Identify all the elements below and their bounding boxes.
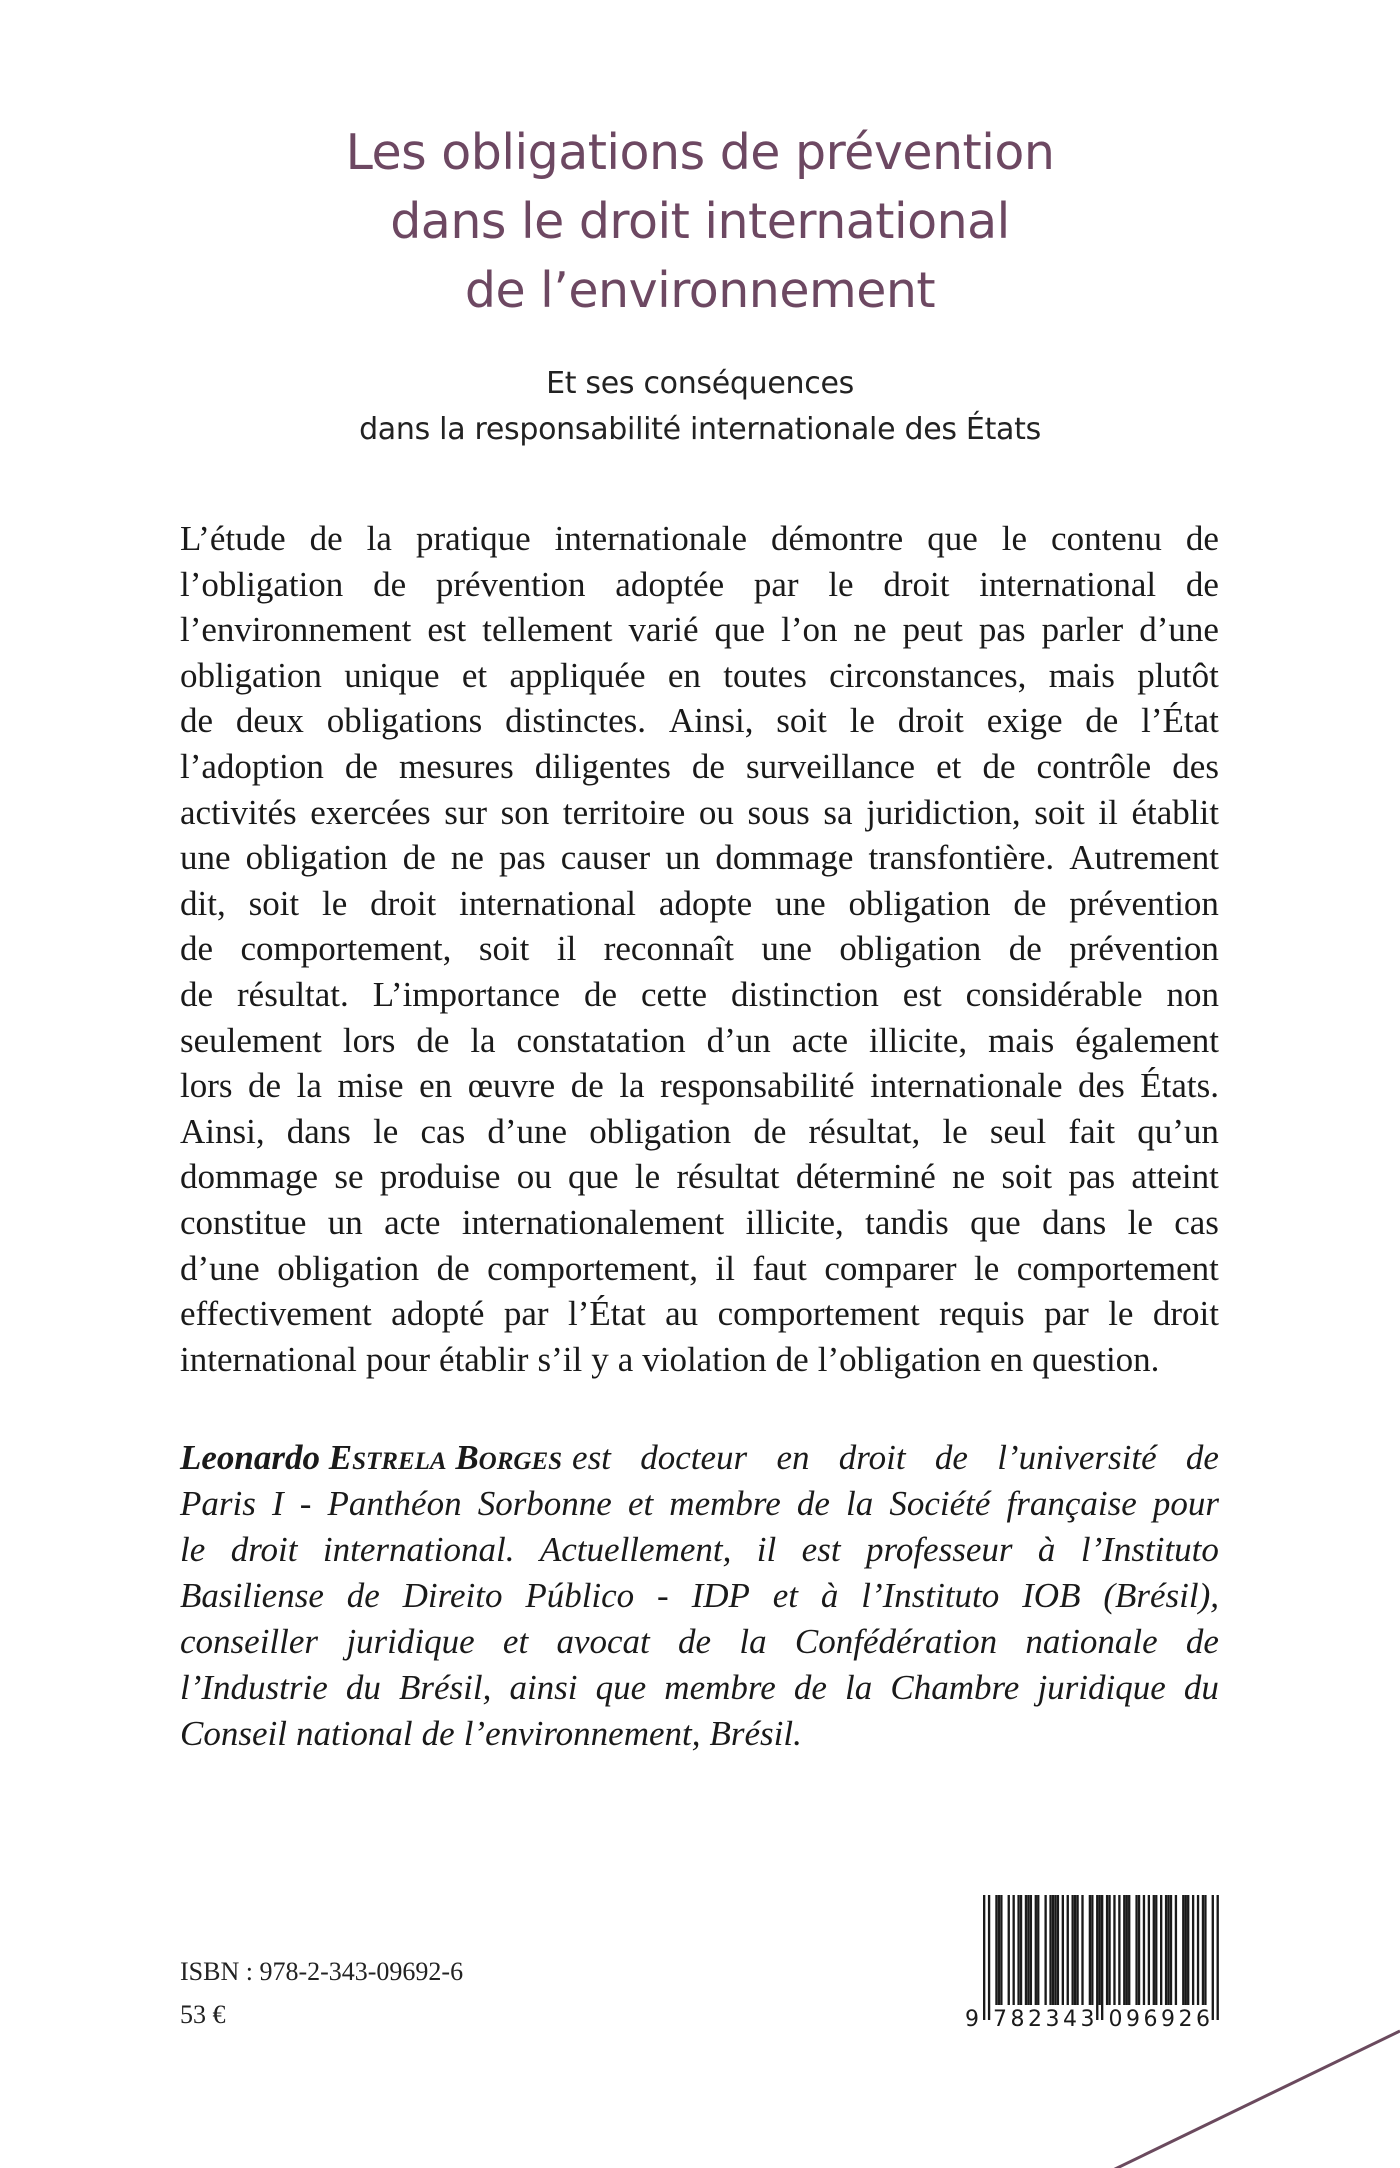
isbn: ISBN : 978-2-343-09692-6 bbox=[180, 1957, 464, 1986]
title-line: dans le droit international bbox=[390, 193, 1010, 250]
subtitle-line: Et ses conséquences bbox=[546, 366, 854, 401]
summary-line: l’adoption de mesures diligentes de surveillance et de contrôle des bbox=[180, 746, 1219, 786]
author-last-name: Estrela Borges bbox=[328, 1438, 563, 1477]
summary-line: Ainsi, dans le cas d’une obligation de résultat, le seul fait qu’un bbox=[180, 1111, 1219, 1151]
summary-line: d’une obligation de comportement, il faut comparer le comportement bbox=[180, 1248, 1219, 1288]
bio-first-line-rest: est docteur en droit de l’université de bbox=[572, 1438, 1219, 1477]
summary-line: lors de la mise en œuvre de la responsabilité internationale des États. bbox=[180, 1066, 1219, 1106]
barcode-digits: 9 782343 096926 bbox=[965, 2007, 1210, 2030]
bio-line: Basiliense de Direito Público - IDP et à l’Instituto IOB (Brésil), bbox=[180, 1576, 1219, 1615]
subtitle-line: dans la responsabilité internationale des États bbox=[359, 412, 1041, 447]
bio-line: le droit international. Actuellement, il est professeur à l’Instituto bbox=[180, 1530, 1219, 1569]
summary-line: seulement lors de la constatation d’un acte illicite, mais également bbox=[180, 1020, 1219, 1060]
summary-line: effectivement adopté par l’État au comportement requis par le droit bbox=[180, 1294, 1219, 1334]
title-line: de l’environnement bbox=[464, 262, 936, 319]
bio-line: conseiller juridique et avocat de la Confédération nationale de bbox=[180, 1622, 1219, 1661]
summary-line: dommage se produise ou que le résultat déterminé ne soit pas atteint bbox=[180, 1157, 1219, 1197]
summary-line: de comportement, soit il reconnaît une obligation de prévention bbox=[180, 929, 1219, 969]
summary-line: de deux obligations distinctes. Ainsi, soit le droit exige de l’État bbox=[180, 701, 1219, 741]
price: 53 € bbox=[180, 2000, 226, 2029]
bio-line: l’Industrie du Brésil, ainsi que membre de la Chambre juridique du bbox=[180, 1668, 1219, 1707]
summary-line: de résultat. L’importance de cette distinction est considérable non bbox=[180, 974, 1219, 1014]
summary-line: l’environnement est tellement varié que l’on ne peut pas parler d’une bbox=[180, 610, 1219, 650]
summary-line: obligation unique et appliquée en toutes circonstances, mais plutôt bbox=[180, 655, 1219, 695]
summary-line: international pour établir s’il y a violation de l’obligation en question. bbox=[180, 1339, 1160, 1379]
summary-line: activités exercées sur son territoire ou sous sa juridiction, soit il établit bbox=[180, 792, 1219, 832]
bio-line: Paris I - Panthéon Sorbonne et membre de la Société française pour bbox=[180, 1484, 1219, 1523]
summary-line: dit, soit le droit international adopte une obligation de prévention bbox=[180, 883, 1219, 923]
title-line: Les obligations de prévention bbox=[345, 124, 1055, 181]
summary-line: l’obligation de prévention adoptée par le droit international de bbox=[180, 564, 1219, 604]
author-first-name: Leonardo bbox=[180, 1438, 320, 1477]
bio-line: Conseil national de l’environnement, Brésil. bbox=[180, 1714, 802, 1753]
summary-line: constitue un acte internationalement illicite, tandis que dans le cas bbox=[180, 1202, 1219, 1242]
summary-line: L’étude de la pratique internationale démontre que le contenu de bbox=[180, 519, 1219, 558]
summary-line: une obligation de ne pas causer un dommage transfontière. Autrement bbox=[180, 838, 1219, 878]
